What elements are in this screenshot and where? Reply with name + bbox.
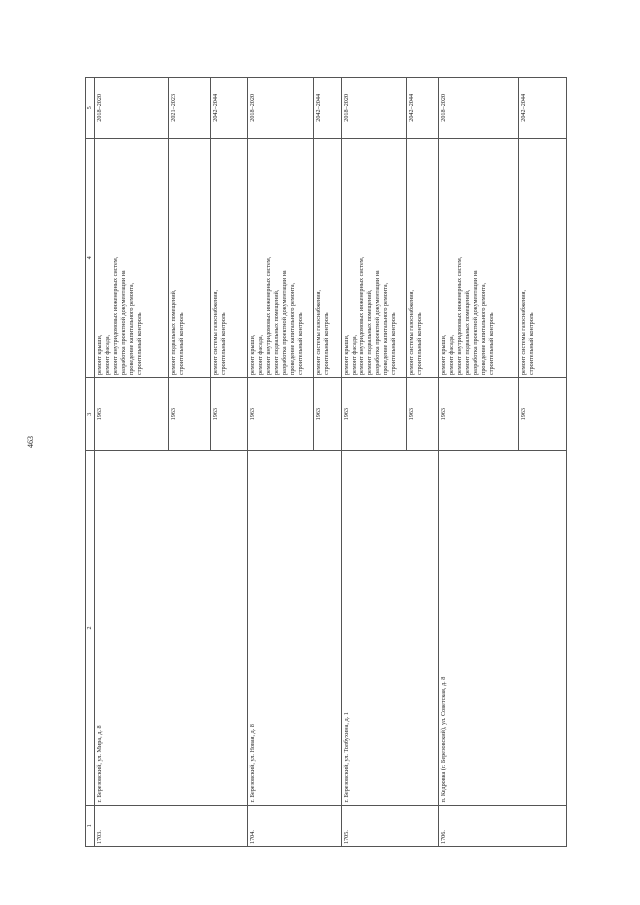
year-cell: 1963: [211, 377, 248, 450]
work-line: разработка проектной документации на: [280, 270, 288, 375]
works-cell: [313, 138, 341, 377]
table-row: [95, 78, 169, 847]
work-line: проведение капитального ремонта,: [127, 282, 135, 375]
table-row: [341, 78, 406, 847]
work-line: проведение капитального ремонта,: [288, 282, 296, 375]
works-cell: [95, 138, 169, 377]
works-cell: [168, 138, 210, 377]
work-line: строительный контроль: [177, 312, 185, 375]
work-line: строительный контроль: [527, 312, 535, 375]
row-number: 1703.: [95, 805, 248, 846]
year-cell: 1963: [313, 377, 341, 450]
work-line: разработка проектной документации на: [472, 270, 480, 375]
work-line: ремонт внутридомовых инженерных систем,: [358, 256, 366, 375]
year-cell: 1963: [248, 377, 313, 450]
work-line: ремонт подвальных помещений,: [464, 289, 472, 375]
work-line: ремонт фасада,: [350, 334, 358, 375]
year-cell: 1963: [95, 377, 169, 450]
work-line: строительный контроль: [220, 312, 228, 375]
column-number: 1: [86, 805, 95, 846]
table-row: [248, 78, 313, 847]
year-cell: 1963: [439, 377, 518, 450]
period-cell: 2018–2020: [248, 78, 313, 139]
work-line: ремонт фасада,: [103, 334, 111, 375]
work-line: ремонт крыши,: [440, 334, 448, 375]
address-cell: г. Березовский, ул. Новая, д. 8: [248, 451, 341, 805]
work-line: ремонт подвальных помещений,: [169, 289, 177, 375]
repair-schedule-table: [85, 77, 567, 847]
work-line: ремонт системы газоснабжения,: [408, 290, 416, 375]
year-cell: 1963: [518, 377, 566, 450]
period-cell: 2018–2020: [95, 78, 169, 139]
work-line: ремонт крыши,: [96, 334, 103, 375]
works-cell: [407, 138, 439, 377]
work-line: проведение капитального ремонта,: [480, 282, 488, 375]
column-number: 5: [86, 78, 95, 139]
year-cell: 1963: [407, 377, 439, 450]
period-cell: 2018–2020: [341, 78, 406, 139]
page-number: 463: [26, 436, 35, 448]
period-cell: 2042–2044: [313, 78, 341, 139]
period-cell: 2042–2044: [211, 78, 248, 139]
work-line: ремонт подвальных помещений,: [366, 289, 374, 375]
work-line: ремонт внутридомовых инженерных систем,: [456, 256, 464, 375]
work-line: ремонт системы газоснабжения,: [212, 290, 220, 375]
row-number: 1704.: [248, 805, 341, 846]
work-line: ремонт системы газоснабжения,: [314, 290, 322, 375]
work-line: ремонт системы газоснабжения,: [519, 290, 527, 375]
work-line: ремонт подвальных помещений,: [272, 289, 280, 375]
work-line: разработка проектной документации на: [119, 270, 127, 375]
work-line: ремонт внутридомовых инженерных систем,: [111, 256, 119, 375]
work-line: ремонт фасада,: [448, 334, 456, 375]
column-number-row: [86, 78, 95, 847]
column-number: 3: [86, 377, 95, 450]
period-cell: 2018–2020: [439, 78, 518, 139]
address-cell: г. Березовский, ул. Толбухина, д. 1: [341, 451, 439, 805]
table-body: [95, 78, 567, 847]
row-number: 1706.: [439, 805, 567, 846]
work-line: строительный контроль: [416, 312, 423, 375]
works-cell: [248, 138, 313, 377]
column-number: 2: [86, 451, 95, 805]
works-cell: [211, 138, 248, 377]
work-line: строительный контроль: [390, 312, 398, 375]
work-line: строительный контроль: [488, 312, 496, 375]
work-line: ремонт крыши,: [249, 334, 257, 375]
work-line: ремонт фасада,: [257, 334, 265, 375]
work-line: строительный контроль: [322, 312, 330, 375]
work-line: строительный контроль: [296, 312, 304, 375]
period-cell: 2042–2044: [518, 78, 566, 139]
work-line: разработка проектной документации на: [374, 270, 382, 375]
rotated-table-container: [85, 77, 567, 847]
work-line: ремонт внутридомовых инженерных систем,: [265, 256, 273, 375]
table-row: [439, 78, 518, 847]
works-cell: [439, 138, 518, 377]
period-cell: 2042–2044: [407, 78, 439, 139]
year-cell: 1963: [168, 377, 210, 450]
address-cell: п. Кедровка (г. Березовский), ул. Советская, д. 8: [439, 451, 567, 805]
work-line: строительный контроль: [135, 312, 143, 375]
work-line: ремонт крыши,: [342, 334, 350, 375]
works-cell: [518, 138, 566, 377]
row-number: 1705.: [341, 805, 439, 846]
work-line: проведение капитального ремонта,: [382, 282, 390, 375]
address-cell: г. Березовский, ул. Мира, д. 8: [95, 451, 248, 805]
year-cell: 1963: [341, 377, 406, 450]
works-cell: [341, 138, 406, 377]
period-cell: 2021–2023: [168, 78, 210, 139]
column-number: 4: [86, 138, 95, 377]
